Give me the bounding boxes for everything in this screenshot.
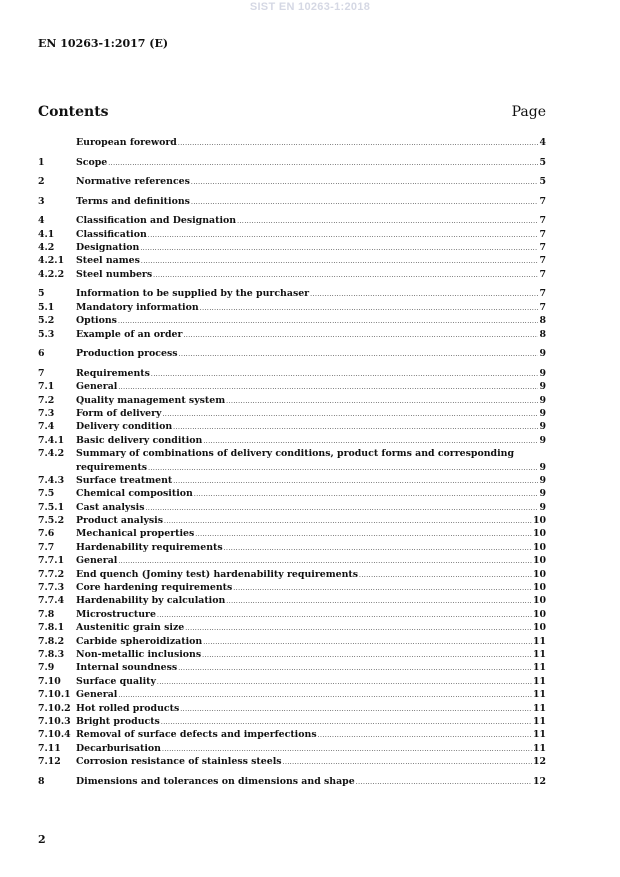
toc-entry-title: Quality management system xyxy=(76,394,226,406)
dot-leader xyxy=(162,743,532,756)
dot-leader xyxy=(161,716,532,729)
toc-entry[interactable] xyxy=(38,314,546,327)
toc-entry[interactable] xyxy=(38,394,546,407)
toc-entry[interactable] xyxy=(38,648,546,661)
toc-entry-page: 9 xyxy=(539,381,546,393)
toc-entry[interactable] xyxy=(38,501,546,514)
dot-leader xyxy=(164,515,532,528)
dot-leader xyxy=(141,255,539,268)
toc-entry-title: General xyxy=(76,381,118,393)
toc-entry[interactable] xyxy=(38,420,546,433)
toc-entry-number: 7.8.2 xyxy=(38,635,65,647)
dot-leader xyxy=(356,776,532,789)
toc-entry[interactable] xyxy=(38,328,546,341)
dot-leader xyxy=(148,462,538,475)
toc-entry-page: 5 xyxy=(539,176,546,188)
toc-entry[interactable] xyxy=(38,581,546,594)
toc-entry[interactable] xyxy=(38,635,546,648)
toc-entry-number: 7.2 xyxy=(38,394,55,406)
toc-entry-page: 9 xyxy=(539,488,546,500)
toc-entry-page: 11 xyxy=(532,689,546,701)
toc-entry-page: 10 xyxy=(532,582,546,594)
toc-entry[interactable] xyxy=(38,228,546,241)
toc-entry-page: 9 xyxy=(539,367,546,379)
dot-leader xyxy=(173,421,538,434)
dot-leader xyxy=(224,542,532,555)
toc-entry-number: 7.10.1 xyxy=(38,689,71,701)
toc-entry-title: Decarburisation xyxy=(76,742,162,754)
toc-entry-page: 10 xyxy=(532,515,546,527)
toc-entry-title: Steel numbers xyxy=(76,268,153,280)
dot-leader xyxy=(157,676,532,689)
toc-entry-number: 7.6 xyxy=(38,528,55,540)
toc-entry-number: 7.10.4 xyxy=(38,729,71,741)
toc-entry-page: 7 xyxy=(539,288,546,300)
toc-entry-number: 7.4.2 xyxy=(38,448,65,460)
dot-leader xyxy=(310,288,538,301)
toc-entry[interactable] xyxy=(38,608,546,621)
toc-entry-title: Corrosion resistance of stainless steels xyxy=(76,756,282,768)
toc-entry-title: Production process xyxy=(76,348,178,360)
dot-leader xyxy=(237,215,538,228)
document-id: EN 10263-1:2017 (E) xyxy=(38,37,169,50)
toc-entry-page: 12 xyxy=(532,756,546,768)
toc-entry-title: Hot rolled products xyxy=(76,702,180,714)
toc-entry[interactable] xyxy=(38,541,546,554)
dot-leader xyxy=(118,315,539,328)
toc-entry[interactable] xyxy=(38,214,546,227)
toc-entry[interactable] xyxy=(38,742,546,755)
toc-entry-number: 7.5.2 xyxy=(38,515,65,527)
toc-entry[interactable] xyxy=(38,702,546,715)
toc-entry-number: 7.8 xyxy=(38,608,55,620)
toc-entry-page: 7 xyxy=(539,268,546,280)
dot-leader xyxy=(195,528,532,541)
toc-entry-number: 7.8.1 xyxy=(38,622,65,634)
toc-entry-number: 7.8.3 xyxy=(38,649,65,660)
toc-entry-page: 10 xyxy=(532,528,546,540)
toc-entry-number: 7.7.1 xyxy=(38,555,65,567)
toc-entry[interactable] xyxy=(38,241,546,254)
toc-entry-page: 8 xyxy=(539,328,546,340)
toc-entry[interactable] xyxy=(38,568,546,581)
dot-leader xyxy=(226,595,532,608)
toc-entry-number: 7.10 xyxy=(38,675,61,687)
toc-entry-page: 7 xyxy=(539,195,546,207)
toc-entry-number: 5.3 xyxy=(38,328,55,340)
dot-leader xyxy=(200,302,539,315)
page-number: 2 xyxy=(38,833,46,846)
toc-entry-page: 11 xyxy=(532,702,546,714)
toc-entry[interactable] xyxy=(38,268,546,281)
toc-entry-title: Information to be supplied by the purchaser xyxy=(76,288,310,300)
toc-entry-number: 7.7.2 xyxy=(38,568,65,580)
toc-entry-title: General xyxy=(76,555,118,567)
toc-entry-number: 1 xyxy=(38,156,45,168)
toc-entry-page: 10 xyxy=(532,541,546,553)
toc-entry-page: 11 xyxy=(532,675,546,687)
toc-entry-number: 7.12 xyxy=(38,756,61,768)
toc-entry-number: 8 xyxy=(38,775,45,787)
watermark: SIST EN 10263-1:2018 xyxy=(249,1,371,13)
toc-entry-number: 4.2.1 xyxy=(38,255,65,267)
toc-entry-title: Cast analysis xyxy=(76,501,145,513)
dot-leader xyxy=(283,756,532,769)
toc-entry-title: Chemical composition xyxy=(76,488,193,500)
toc-entry-number: 7.4.3 xyxy=(38,474,65,486)
toc-entry-title: European foreword xyxy=(76,137,177,148)
toc-entry[interactable] xyxy=(38,688,546,701)
dot-leader xyxy=(118,689,532,702)
toc-entry-page: 10 xyxy=(532,608,546,620)
toc-entry-page: 9 xyxy=(539,407,546,419)
toc-entry-title: General xyxy=(76,689,118,701)
toc-entry-number: 6 xyxy=(38,348,45,360)
dot-leader xyxy=(108,157,538,170)
toc-entry-title: Normative references xyxy=(76,176,190,188)
table-of-contents xyxy=(38,136,546,788)
dot-leader xyxy=(191,196,539,209)
toc-entry-title: Mechanical properties xyxy=(76,528,195,540)
toc-entry[interactable] xyxy=(38,175,546,188)
dot-leader xyxy=(146,502,539,515)
dot-leader xyxy=(118,555,532,568)
toc-entry[interactable] xyxy=(38,287,546,300)
toc-entry-number: 4.2.2 xyxy=(38,268,65,280)
toc-entry-title: End quench (Jominy test) hardenability requirements xyxy=(76,568,359,580)
toc-entry-number: 7.10.3 xyxy=(38,715,71,727)
toc-entry[interactable] xyxy=(38,254,546,267)
toc-entry[interactable] xyxy=(38,675,546,688)
toc-entry-page: 9 xyxy=(539,421,546,433)
toc-entry-page: 7 xyxy=(539,301,546,313)
toc-entry-page: 7 xyxy=(539,215,546,227)
toc-entry[interactable] xyxy=(38,755,546,768)
toc-entry[interactable] xyxy=(38,621,546,634)
toc-entry-page: 4 xyxy=(539,137,546,148)
toc-entry[interactable] xyxy=(38,347,546,360)
toc-entry[interactable] xyxy=(38,715,546,728)
toc-entry-number: 7.7.3 xyxy=(38,582,65,594)
toc-entry-number: 7.5 xyxy=(38,488,55,500)
toc-entry-title: Scope xyxy=(76,156,108,168)
toc-entry[interactable] xyxy=(38,554,546,567)
dot-leader xyxy=(118,381,538,394)
toc-entry[interactable] xyxy=(38,728,546,741)
toc-entry[interactable] xyxy=(38,301,546,314)
toc-entry-title: Internal soundness xyxy=(76,662,178,674)
dot-leader xyxy=(185,622,532,635)
toc-entry-page: 7 xyxy=(539,228,546,240)
toc-entry-title: Classification and Designation xyxy=(76,215,237,227)
toc-entry[interactable] xyxy=(38,380,546,393)
toc-entry-page: 7 xyxy=(539,242,546,254)
toc-entry-page: 9 xyxy=(539,348,546,360)
toc-entry-title: Form of delivery xyxy=(76,407,162,419)
toc-entry-page: 9 xyxy=(539,434,546,446)
toc-entry[interactable] xyxy=(38,661,546,674)
toc-entry-page: 11 xyxy=(532,715,546,727)
toc-entry-number: 7 xyxy=(38,367,45,379)
dot-leader xyxy=(178,662,532,675)
toc-entry-number: 2 xyxy=(38,176,45,188)
toc-entry-number: 3 xyxy=(38,195,45,207)
toc-entry-title: Steel names xyxy=(76,255,140,267)
toc-entry-title: Summary of combinations of delivery conditions, product forms and corresponding xyxy=(76,448,515,460)
toc-entry-number: 7.1 xyxy=(38,381,55,393)
dot-leader xyxy=(183,329,538,342)
dot-leader xyxy=(151,368,539,381)
toc-entry[interactable] xyxy=(38,487,546,500)
dot-leader xyxy=(179,348,539,361)
dot-leader xyxy=(203,636,532,649)
toc-entry-page: 11 xyxy=(532,635,546,647)
toc-entry-title: Basic delivery condition xyxy=(76,434,203,446)
toc-entry-number: 5.2 xyxy=(38,315,55,327)
toc-entry-title-continued: requirements xyxy=(76,461,148,473)
dot-leader xyxy=(226,395,538,408)
toc-entry-title: Options xyxy=(76,315,117,327)
toc-entry-number: 7.9 xyxy=(38,662,55,674)
toc-entry-title: Bright products xyxy=(76,715,160,727)
toc-entry-page: 11 xyxy=(532,662,546,674)
toc-entry-title: Surface quality xyxy=(76,675,156,687)
dot-leader xyxy=(202,649,532,662)
toc-entry-page: 9 xyxy=(539,461,546,473)
toc-entry-page: 11 xyxy=(532,649,546,660)
toc-entry-page: 9 xyxy=(539,501,546,513)
dot-leader xyxy=(180,703,532,716)
dot-leader xyxy=(233,582,532,595)
toc-entry-number: 5.1 xyxy=(38,301,55,313)
toc-entry-page: 10 xyxy=(532,622,546,634)
toc-entry-title: Hardenability by calculation xyxy=(76,595,226,607)
toc-entry-title: Hardenability requirements xyxy=(76,541,223,553)
toc-entry-title: Terms and definitions xyxy=(76,195,190,207)
toc-entry[interactable] xyxy=(38,156,546,169)
toc-entry-number: 4 xyxy=(38,215,45,227)
toc-entry-page: 9 xyxy=(539,394,546,406)
toc-entry[interactable] xyxy=(38,407,546,420)
toc-entry[interactable] xyxy=(38,474,546,487)
toc-entry[interactable] xyxy=(38,195,546,208)
dot-leader xyxy=(153,269,538,282)
toc-entry-page: 12 xyxy=(532,775,546,787)
toc-entry[interactable] xyxy=(38,775,546,788)
toc-entry-page: 7 xyxy=(539,255,546,267)
toc-entry[interactable] xyxy=(38,594,546,607)
toc-entry-page: 8 xyxy=(539,315,546,327)
toc-entry-title: Delivery condition xyxy=(76,421,173,433)
toc-entry-number: 7.5.1 xyxy=(38,501,65,513)
toc-entry-number: 7.7.4 xyxy=(38,595,65,607)
toc-entry-page: 10 xyxy=(532,595,546,607)
dot-leader xyxy=(173,475,538,488)
toc-entry[interactable] xyxy=(38,514,546,527)
toc-entry-title: Dimensions and tolerances on dimensions and shape xyxy=(76,775,355,787)
toc-entry-title: Removal of surface defects and imperfections xyxy=(76,729,317,741)
toc-entry-number: 7.4.1 xyxy=(38,434,65,446)
toc-entry-number: 7.10.2 xyxy=(38,702,71,714)
dot-leader xyxy=(359,569,532,582)
toc-entry-title: Classification xyxy=(76,228,147,240)
dot-leader xyxy=(191,176,539,189)
toc-entry-number: 7.11 xyxy=(38,742,61,754)
toc-entry-page: 11 xyxy=(532,729,546,741)
toc-entry-number: 4.1 xyxy=(38,228,55,240)
toc-entry-title: Example of an order xyxy=(76,328,183,340)
toc-entry-title: Non-metallic inclusions xyxy=(76,649,202,660)
toc-entry-number: 5 xyxy=(38,288,45,300)
dot-leader xyxy=(194,488,539,501)
toc-entry-title: Core hardening requirements xyxy=(76,582,233,594)
toc-entry-title: Mandatory information xyxy=(76,301,199,313)
toc-entry-page: 9 xyxy=(539,474,546,486)
toc-entry[interactable] xyxy=(38,447,546,474)
toc-entry-number: 7.7 xyxy=(38,541,55,553)
toc-entry-page: 11 xyxy=(532,742,546,754)
toc-entry-title: Austenitic grain size xyxy=(76,622,185,634)
toc-entry-title: Requirements xyxy=(76,367,150,379)
dot-leader xyxy=(318,729,532,742)
dot-leader xyxy=(163,408,539,421)
toc-entry-number: 4.2 xyxy=(38,242,55,254)
toc-entry-title: Surface treatment xyxy=(76,474,173,486)
page-column-label: Page xyxy=(511,104,546,120)
toc-entry[interactable] xyxy=(38,136,546,149)
toc-entry[interactable] xyxy=(38,367,546,380)
contents-heading: Contents xyxy=(38,104,109,120)
toc-entry-title: Microstructure xyxy=(76,608,156,620)
dot-leader xyxy=(203,435,538,448)
toc-entry-number: 7.3 xyxy=(38,407,55,419)
toc-entry[interactable] xyxy=(38,527,546,540)
toc-entry-page: 10 xyxy=(532,568,546,580)
toc-entry-page: 10 xyxy=(532,555,546,567)
dot-leader xyxy=(157,609,532,622)
toc-entry-number: 7.4 xyxy=(38,421,55,433)
dot-leader xyxy=(140,242,538,255)
toc-entry-title: Product analysis xyxy=(76,515,164,527)
dot-leader xyxy=(148,229,539,242)
dot-leader xyxy=(178,137,539,150)
toc-entry-title: Designation xyxy=(76,242,140,254)
toc-entry-page: 5 xyxy=(539,156,546,168)
toc-entry-title: Carbide spheroidization xyxy=(76,635,203,647)
toc-entry[interactable] xyxy=(38,434,546,447)
